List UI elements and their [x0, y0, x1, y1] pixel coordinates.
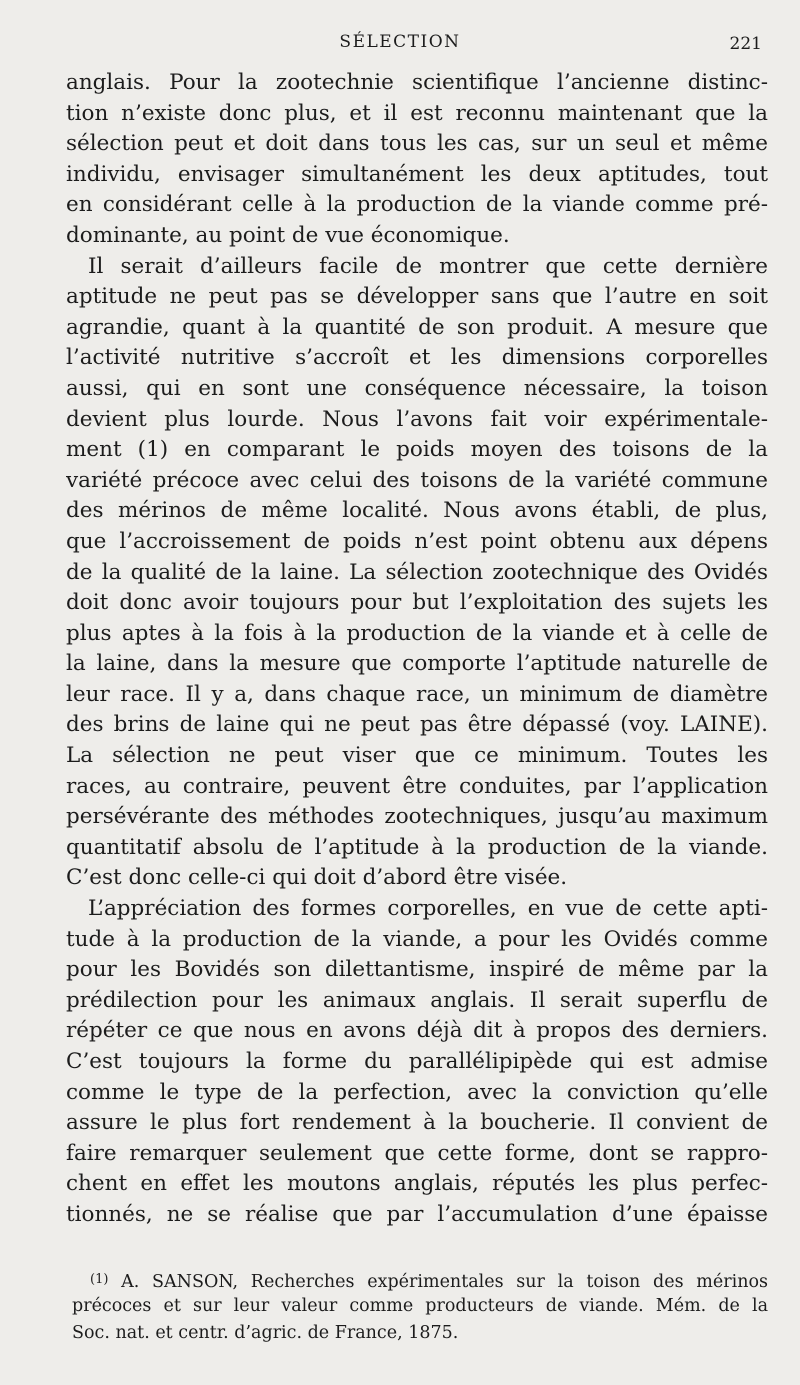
- footnote-marker: (1): [90, 1272, 109, 1287]
- text-line: de la qualité de la laine. La sélection zootechnique des Ovidés: [66, 559, 768, 585]
- footnote-text: A. SANSON, Recherches expérimentales sur la toison des mérinos: [121, 1272, 768, 1292]
- text-line: L’appréciation des formes corporelles, en vue de cette apti-: [88, 896, 768, 922]
- text-line: chent en effet les moutons anglais, réputés les plus perfec-: [66, 1171, 768, 1197]
- text-line: faire remarquer seulement que cette forme, dont se rappro-: [66, 1140, 768, 1166]
- text-line: devient plus lourde. Nous l’avons fait voir expérimentale-: [66, 406, 768, 432]
- text-line: en considérant celle à la production de la viande comme pré-: [66, 192, 768, 218]
- text-line: agrandie, quant à la quantité de son produit. A mesure que: [66, 314, 768, 340]
- text-line: individu, envisager simultanément les deux aptitudes, tout: [66, 161, 768, 187]
- running-head: [0, 32, 800, 60]
- page-number: 221: [729, 34, 762, 54]
- footnote-line: [72, 1266, 768, 1293]
- text-line: sélection peut et doit dans tous les cas, sur un seul et même: [66, 131, 768, 157]
- text-line: répéter ce que nous en avons déjà dit à propos des derniers.: [66, 1018, 768, 1044]
- footnote: [72, 1266, 768, 1347]
- text-line: tionnés, ne se réalise que par l’accumulation d’une épaisse: [66, 1201, 768, 1227]
- text-line: des mérinos de même localité. Nous avons établi, de plus,: [66, 498, 768, 524]
- text-line: persévérante des méthodes zootechniques, jusqu’au maximum: [66, 804, 768, 830]
- paragraph-1: [66, 68, 768, 252]
- text-line: races, au contraire, peuvent être conduites, par l’application: [66, 773, 768, 799]
- paragraph-2: [66, 252, 768, 894]
- text-line: dominante, au point de vue économique.: [66, 222, 510, 248]
- text-line: que l’accroissement de poids n’est point obtenu aux dépens: [66, 528, 768, 554]
- running-title: SÉLECTION: [339, 32, 461, 52]
- text-line: Il serait d’ailleurs facile de montrer que cette dernière: [88, 253, 768, 279]
- footnote-line: Soc. nat. et centr. d’agric. de France, 1875.: [72, 1323, 459, 1343]
- text-line: aussi, qui en sont une conséquence nécessaire, la toison: [66, 375, 768, 401]
- text-line: pour les Bovidés son dilettantisme, inspiré de même par la: [66, 957, 768, 983]
- text-line: La sélection ne peut viser que ce minimum. Toutes les: [66, 743, 768, 769]
- text-line: variété précoce avec celui des toisons de la variété commune: [66, 467, 768, 493]
- footnote-line: précoces et sur leur valeur comme producteurs de viande. Mém. de la: [72, 1296, 768, 1316]
- text-line: tion n’existe donc plus, et il est reconnu maintenant que la: [66, 100, 768, 126]
- paragraph-3: [66, 894, 768, 1231]
- text-line: plus aptes à la fois à la production de la viande et à celle de: [66, 620, 768, 646]
- text-line: prédilection pour les animaux anglais. Il serait superflu de: [66, 987, 768, 1013]
- text-line: assure le plus fort rendement à la boucherie. Il convient de: [66, 1110, 768, 1136]
- text-line: l’activité nutritive s’accroît et les dimensions corporelles: [66, 345, 768, 371]
- text-line: doit donc avoir toujours pour but l’exploitation des sujets les: [66, 590, 768, 616]
- text-line: C’est toujours la forme du parallélipipède qui est admise: [66, 1049, 768, 1074]
- text-line: des brins de laine qui ne peut pas être dépassé (voy. LAINE).: [66, 712, 768, 738]
- text-line: anglais. Pour la zootechnie scientifique l’ancienne distinc-: [66, 70, 768, 95]
- text-line: ment (1) en comparant le poids moyen des toisons de la: [66, 437, 768, 463]
- text-line: tude à la production de la viande, a pour les Ovidés comme: [66, 926, 768, 952]
- text-line: comme le type de la perfection, avec la conviction qu’elle: [66, 1079, 768, 1105]
- text-line: quantitatif absolu de l’aptitude à la production de la viande.: [66, 834, 768, 860]
- text-line: la laine, dans la mesure que comporte l’aptitude naturelle de: [66, 651, 768, 677]
- text-line: aptitude ne peut pas se développer sans que l’autre en soit: [66, 284, 768, 310]
- text-line: leur race. Il y a, dans chaque race, un minimum de diamètre: [66, 681, 768, 707]
- body-text: [66, 68, 768, 1231]
- text-line: C’est donc celle-ci qui doit d’abord être visée.: [66, 865, 568, 891]
